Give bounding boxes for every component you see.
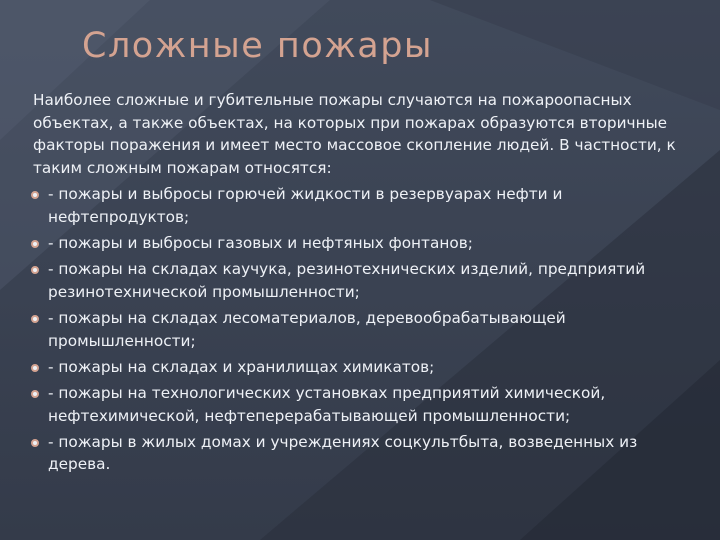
list-item-text: - пожары на складах и хранилищах химикатов; [48,357,435,376]
bullet-icon [31,439,39,447]
bullet-icon [31,266,39,274]
bullet-icon [31,191,39,199]
list-item [33,356,701,379]
bullet-icon [31,315,39,323]
list-item-text: - пожары на технологических установках предприятий химической, нефтехимической, нефтеперерабатывающей промышленности; [48,384,606,425]
slide-content [33,89,701,480]
list-item-text: - пожары и выбросы газовых и нефтяных фонтанов; [48,234,473,253]
list-item [33,232,701,255]
bullet-icon [31,364,39,372]
list-item-text: - пожары в жилых домах и учреждениях соцкультбыта, возведенных из дерева. [48,432,638,474]
list-item [33,258,701,303]
list-item-text: - пожары на складах каучука, резинотехнических изделий, предприятий резинотехнической промышленности; [48,260,646,301]
list-item [33,382,701,427]
list-item-text: - пожары на складах лесоматериалов, деревообрабатывающей промышленности; [48,309,566,350]
intro-paragraph: Наиболее сложные и губительные пожары случаются на пожароопасных объектах, а также объектах, на которых при пожарах образуются вторичные факторы поражения и имеет место массовое скопление людей. В частности, к таким сложным пожарам относятся: [33,91,676,177]
bullet-icon [31,390,39,398]
list-item [33,183,701,228]
list-item [33,431,701,476]
slide-title: Сложные пожары [82,26,434,66]
list-item [33,307,701,352]
bullet-icon [31,240,39,248]
list-item-text: - пожары и выбросы горючей жидкости в резервуарах нефти и нефтепродуктов; [48,185,563,226]
fire-types-list [33,183,701,476]
